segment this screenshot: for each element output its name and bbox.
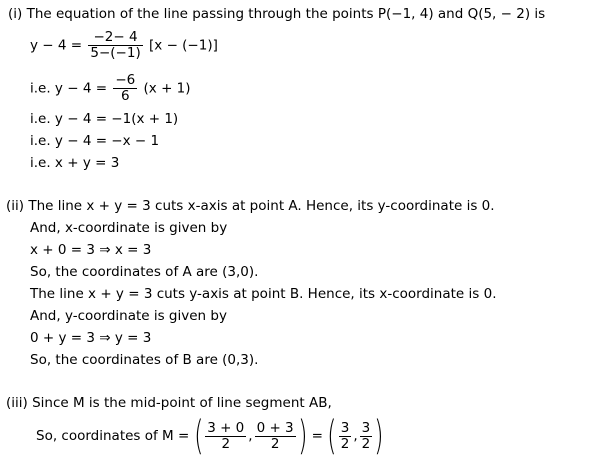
step2-rhs: (x + 1) <box>143 80 191 97</box>
part2-line7: 0 + y = 3 ⇒ y = 3 <box>30 330 152 346</box>
part2-line4: So, the coordinates of A are (3,0). <box>30 264 259 280</box>
midpoint-y-denominator: 2 <box>270 435 280 452</box>
midpoint-x-denominator: 2 <box>221 435 231 452</box>
left-paren: ( <box>193 413 204 459</box>
midpoint-x-fraction <box>205 421 246 452</box>
midpoint-result <box>327 413 384 459</box>
step1-lhs: y − 4 = <box>30 37 83 54</box>
result-right-paren: ) <box>374 413 384 459</box>
part1-step5: i.e. x + y = 3 <box>30 155 120 171</box>
step1-fraction <box>88 30 142 61</box>
part2-line5: The line x + y = 3 cuts y-axis at point B. Hence, its x-coordinate is 0. <box>30 286 497 302</box>
part2-line3: x + 0 = 3 ⇒ x = 3 <box>30 242 152 258</box>
step2-lhs: i.e. y − 4 = <box>30 80 108 97</box>
part1-intro: (i) The equation of the line passing through the points P(−1, 4) and Q(5, − 2) is <box>8 6 546 22</box>
midpoint-x-numerator: 3 + 0 <box>207 419 245 436</box>
result-comma: , <box>353 428 358 444</box>
midpoint-formula <box>193 413 308 459</box>
midpoint-y-fraction <box>255 421 296 452</box>
part2-line8: So, the coordinates of B are (0,3). <box>30 352 259 368</box>
midpoint-prefix: So, coordinates of M = <box>36 428 190 444</box>
part1-step1 <box>30 30 218 61</box>
step2-fraction <box>113 73 137 104</box>
midpoint-equals: = <box>311 428 323 444</box>
result-x-fraction <box>339 421 352 452</box>
step2-denominator: 6 <box>120 88 130 104</box>
midpoint-comma: , <box>248 428 253 444</box>
step1-denominator: 5−(−1) <box>90 45 141 61</box>
part2-line6: And, y-coordinate is given by <box>30 308 227 324</box>
result-y-fraction <box>360 421 373 452</box>
result-y-numerator: 3 <box>361 419 371 436</box>
part1-step4: i.e. y − 4 = −x − 1 <box>30 133 160 149</box>
part3-midpoint <box>36 413 384 459</box>
result-x-numerator: 3 <box>340 419 350 436</box>
part1-step2 <box>30 73 191 104</box>
result-y-denominator: 2 <box>361 435 371 452</box>
right-paren: ) <box>297 413 308 459</box>
result-x-denominator: 2 <box>340 435 350 452</box>
step1-numerator: −2− 4 <box>88 30 142 46</box>
part1-step3: i.e. y − 4 = −1(x + 1) <box>30 111 179 127</box>
part2-line2: And, x-coordinate is given by <box>30 220 228 236</box>
step2-numerator: −6 <box>115 72 136 88</box>
result-left-paren: ( <box>327 413 337 459</box>
step1-rhs: [x − (−1)] <box>149 37 218 54</box>
midpoint-y-numerator: 0 + 3 <box>256 419 294 436</box>
part2-line1: (ii) The line x + y = 3 cuts x-axis at point A. Hence, its y-coordinate is 0. <box>6 198 495 214</box>
part3-line1: (iii) Since M is the mid-point of line segment AB, <box>6 395 332 411</box>
